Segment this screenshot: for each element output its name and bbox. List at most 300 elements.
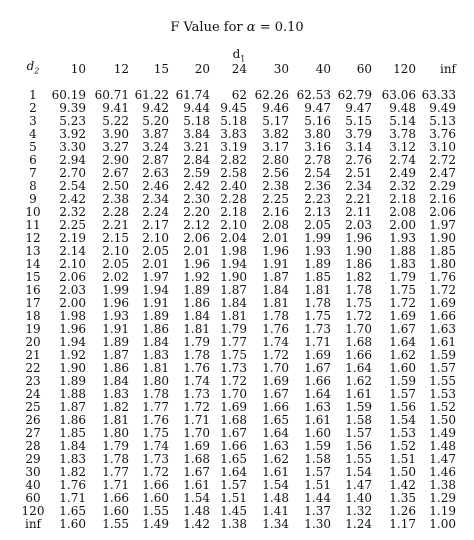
table-cell: 1.55 [102,517,129,531]
table-cell: 1.72 [429,283,456,297]
table-cell: 2.51 [345,166,372,180]
table-cell: 1.94 [142,283,169,297]
table-cell: 1.77 [102,465,129,479]
table-cell: 61.22 [134,88,169,102]
alpha-symbol: α [246,20,256,35]
column-header: 60 [356,61,372,76]
table-cell: 1.72 [220,374,247,388]
table-cell: 1.76 [429,270,456,284]
table-cell: 9.49 [429,101,456,115]
table-cell: 1.82 [345,270,372,284]
table-cell: 2.10 [220,218,247,232]
table-cell: 2.25 [59,218,86,232]
table-cell: 3.24 [142,140,169,154]
table-cell: 1.60 [142,491,169,505]
table-cell: 1.96 [183,257,210,271]
row-label: 60 [25,491,41,505]
table-cell: 3.83 [220,127,247,141]
table-cell: 1.69 [429,296,456,310]
row-label: 5 [29,140,37,154]
table-cell: 1.96 [59,322,86,336]
row-label: inf [24,517,41,531]
table-cell: 1.61 [345,387,372,401]
table-cell: 1.85 [304,270,331,284]
table-cell: 1.81 [304,283,331,297]
table-cell: 1.59 [304,439,331,453]
row-label: 17 [25,296,41,310]
table-cell: 1.91 [142,296,169,310]
table-cell: 2.32 [389,179,416,193]
table-cell: 1.66 [102,491,129,505]
table-cell: 2.17 [142,218,169,232]
table-cell: 1.54 [345,465,372,479]
table-cell: 3.10 [429,140,456,154]
table-cell: 1.78 [142,387,169,401]
table-cell: 2.29 [429,179,456,193]
table-cell: 1.97 [142,270,169,284]
table-cell: 1.55 [429,374,456,388]
table-cell: 1.71 [102,478,129,492]
table-cell: 2.38 [262,179,289,193]
table-cell: 1.65 [59,504,86,518]
table-cell: 1.84 [102,374,129,388]
table-cell: 1.86 [59,413,86,427]
table-cell: 2.08 [262,218,289,232]
row-label: 25 [25,400,41,414]
table-cell: 1.75 [345,296,372,310]
table-cell: 1.55 [142,504,169,518]
table-cell: 1.93 [304,244,331,258]
column-header: 10 [70,61,86,76]
table-cell: 1.34 [262,517,289,531]
table-cell: 1.81 [102,413,129,427]
table-cell: 1.41 [262,504,289,518]
table-cell: 1.57 [345,426,372,440]
table-cell: 1.96 [102,296,129,310]
table-cell: 1.70 [220,387,247,401]
table-cell: 2.76 [345,153,372,167]
table-cell: 62.79 [337,88,372,102]
table-cell: 5.22 [102,114,129,128]
table-cell: 2.14 [59,244,86,258]
row-label: 13 [25,244,41,258]
table-cell: 2.05 [142,244,169,258]
table-cell: 1.62 [389,348,416,362]
table-cell: 1.87 [220,283,247,297]
table-cell: 1.73 [142,452,169,466]
table-cell: 2.34 [345,179,372,193]
table-cell: 1.71 [304,335,331,349]
table-cell: 1.67 [389,322,416,336]
column-header: 30 [273,61,289,76]
table-cell: 61.74 [175,88,210,102]
table-cell: 1.75 [389,283,416,297]
table-cell: 2.30 [183,192,210,206]
table-cell: 1.70 [345,322,372,336]
table-cell: 1.93 [102,309,129,323]
table-cell: 2.05 [304,218,331,232]
table-cell: 1.61 [183,478,210,492]
table-cell: 1.52 [389,439,416,453]
table-cell: 1.84 [183,309,210,323]
table-cell: 1.66 [220,439,247,453]
table-cell: 1.69 [220,400,247,414]
table-cell: 1.90 [429,231,456,245]
table-cell: 1.66 [345,348,372,362]
table-cell: 1.74 [142,439,169,453]
table-cell: 1.57 [429,361,456,375]
table-cell: 1.64 [389,335,416,349]
table-cell: 1.70 [183,426,210,440]
table-cell: 9.48 [389,101,416,115]
table-cell: 1.86 [183,296,210,310]
table-cell: 1.42 [389,478,416,492]
table-cell: 2.74 [389,153,416,167]
table-cell: 2.01 [183,244,210,258]
table-cell: 1.48 [183,504,210,518]
table-cell: 1.90 [220,270,247,284]
table-cell: 1.47 [429,452,456,466]
column-header: 24 [231,61,247,76]
table-cell: 3.92 [59,127,86,141]
table-cell: 2.12 [183,218,210,232]
table-cell: 1.66 [304,374,331,388]
table-cell: 1.84 [262,283,289,297]
table-cell: 2.06 [183,231,210,245]
table-cell: 1.29 [429,491,456,505]
table-cell: 3.87 [142,127,169,141]
table-cell: 1.57 [304,465,331,479]
table-cell: 1.60 [102,504,129,518]
table-cell: 1.76 [262,322,289,336]
table-cell: 1.99 [102,283,129,297]
table-cell: 3.82 [262,127,289,141]
row-label: 7 [29,166,37,180]
table-title: F Value for α = 0.10 [170,20,304,35]
row-label: 3 [29,114,37,128]
table-cell: 1.80 [102,426,129,440]
table-cell: 2.56 [262,166,289,180]
table-cell: 1.67 [262,387,289,401]
table-cell: 1.83 [59,452,86,466]
table-cell: 1.81 [262,296,289,310]
table-cell: 2.03 [345,218,372,232]
table-cell: 1.69 [262,374,289,388]
table-cell: 2.24 [142,205,169,219]
table-cell: 1.74 [183,374,210,388]
table-cell: 1.59 [345,400,372,414]
table-cell: 5.20 [142,114,169,128]
table-cell: 1.98 [220,244,247,258]
table-cell: 63.33 [421,88,456,102]
table-cell: 1.89 [304,257,331,271]
table-cell: 2.82 [220,153,247,167]
row-label: 11 [25,218,41,232]
table-cell: 1.98 [59,309,86,323]
table-cell: 1.84 [142,335,169,349]
table-cell: 3.21 [183,140,210,154]
table-cell: 1.60 [389,361,416,375]
table-cell: 1.58 [345,413,372,427]
table-cell: 1.48 [262,491,289,505]
table-cell: 9.46 [262,101,289,115]
table-cell: 1.54 [389,413,416,427]
table-cell: 1.00 [429,517,456,531]
row-header-label: $d_2$ [26,59,40,76]
table-cell: 1.82 [102,400,129,414]
table-cell: 1.89 [183,283,210,297]
table-cell: 2.54 [304,166,331,180]
table-cell: 2.58 [220,166,247,180]
table-cell: 2.10 [102,244,129,258]
table-cell: 1.81 [142,361,169,375]
table-cell: 1.35 [389,491,416,505]
table-cell: 2.67 [102,166,129,180]
row-label: 27 [25,426,41,440]
row-label: 30 [25,465,41,479]
table-cell: 1.55 [345,452,372,466]
column-header: 120 [393,61,416,76]
table-cell: 1.24 [345,517,372,531]
table-cell: 1.83 [102,387,129,401]
table-cell: 1.51 [220,491,247,505]
table-cell: 2.01 [142,257,169,271]
column-header: 20 [194,61,210,76]
table-cell: 1.38 [220,517,247,531]
table-cell: 2.28 [102,205,129,219]
table-cell: 9.45 [220,101,247,115]
table-cell: 1.85 [59,426,86,440]
table-cell: 1.72 [142,465,169,479]
table-cell: 60.71 [94,88,129,102]
table-cell: 1.42 [183,517,210,531]
table-cell: 1.61 [262,465,289,479]
table-cell: 1.80 [429,257,456,271]
table-cell: 1.87 [59,400,86,414]
table-cell: 1.58 [304,452,331,466]
table-cell: 1.40 [345,491,372,505]
table-cell: 1.66 [429,309,456,323]
table-cell: 3.79 [345,127,372,141]
table-cell: 62 [231,88,247,102]
table-cell: 1.78 [102,452,129,466]
table-cell: 1.65 [220,452,247,466]
table-cell: 1.67 [304,361,331,375]
table-cell: 1.62 [262,452,289,466]
row-label: 22 [25,361,41,375]
table-cell: 1.81 [183,322,210,336]
table-cell: 1.57 [389,387,416,401]
table-cell: 1.51 [389,452,416,466]
table-cell: 1.77 [142,400,169,414]
table-cell: 5.14 [389,114,416,128]
table-cell: 5.13 [429,114,456,128]
table-cell: 9.42 [142,101,169,115]
table-cell: 2.02 [102,270,129,284]
table-cell: 1.30 [304,517,331,531]
header-row [20,60,456,78]
table-cell: 1.60 [304,426,331,440]
table-cell: 1.96 [345,231,372,245]
table-cell: 1.61 [429,335,456,349]
table-cell: 3.84 [183,127,210,141]
table-cell: 3.78 [389,127,416,141]
row-label: 19 [25,322,41,336]
table-cell: 1.17 [389,517,416,531]
table-cell: 1.59 [429,348,456,362]
table-cell: 1.48 [429,439,456,453]
table-cell: 2.36 [304,179,331,193]
table-cell: 1.84 [59,439,86,453]
table-cell: 2.40 [220,179,247,193]
table-cell: 1.61 [304,413,331,427]
column-header: 40 [315,61,331,76]
table-cell: 1.71 [59,491,86,505]
table-cell: 1.84 [220,296,247,310]
table-cell: 2.01 [262,231,289,245]
table-cell: 3.17 [262,140,289,154]
table-cell: 2.18 [220,205,247,219]
table-cell: 2.21 [345,192,372,206]
table-cell: 2.42 [59,192,86,206]
row-label: 6 [29,153,37,167]
table-cell: 1.75 [142,426,169,440]
table-cell: 62.53 [296,88,331,102]
table-cell: 1.63 [304,400,331,414]
table-cell: 2.28 [220,192,247,206]
table-cell: 1.19 [429,504,456,518]
table-cell: 3.12 [389,140,416,154]
table-cell: 1.64 [220,465,247,479]
table-cell: 2.84 [183,153,210,167]
table-cell: 5.23 [59,114,86,128]
table-cell: 3.19 [220,140,247,154]
table-cell: 1.26 [389,504,416,518]
row-label: 23 [25,374,41,388]
table-cell: 2.72 [429,153,456,167]
table-cell: 1.54 [183,491,210,505]
table-cell: 2.20 [183,205,210,219]
table-cell: 1.73 [304,322,331,336]
table-cell: 1.56 [389,400,416,414]
table-cell: 2.50 [102,179,129,193]
row-label: 4 [29,127,37,141]
row-label: 9 [29,192,37,206]
table-cell: 2.06 [59,270,86,284]
table-cell: 2.46 [142,179,169,193]
row-label: 26 [25,413,41,427]
f-value-table [20,60,456,531]
table-cell: 2.06 [429,205,456,219]
table-cell: 1.87 [262,270,289,284]
table-cell: 1.68 [345,335,372,349]
table-cell: 1.46 [429,465,456,479]
table-cell: 1.90 [59,361,86,375]
table-cell: 1.79 [183,335,210,349]
table-cell: 1.76 [59,478,86,492]
table-cell: 2.04 [220,231,247,245]
table-cell: 1.50 [389,465,416,479]
table-cell: 5.15 [345,114,372,128]
table-cell: 1.69 [389,309,416,323]
row-label: 16 [25,283,41,297]
column-header: inf [439,61,456,76]
table-cell: 2.90 [102,153,129,167]
table-cell: 1.53 [429,387,456,401]
table-cell: 1.85 [429,244,456,258]
table-cell: 2.05 [102,257,129,271]
table-cell: 1.67 [220,426,247,440]
row-label: 120 [21,504,45,518]
table-cell: 1.75 [304,309,331,323]
table-cell: 1.91 [262,257,289,271]
table-cell: 1.86 [102,361,129,375]
table-cell: 2.80 [262,153,289,167]
row-label: 21 [25,348,41,362]
table-cell: 1.87 [102,348,129,362]
table-cell: 3.27 [102,140,129,154]
table-cell: 1.64 [345,361,372,375]
row-label: 12 [25,231,41,245]
row-label: 28 [25,439,41,453]
table-cell: 1.49 [429,426,456,440]
table-cell: 1.60 [59,517,86,531]
table-cell: 2.34 [142,192,169,206]
table-cell: 2.38 [102,192,129,206]
table-cell: 2.63 [142,166,169,180]
table-cell: 1.37 [304,504,331,518]
table-cell: 1.78 [345,283,372,297]
table-cell: 1.56 [345,439,372,453]
table-cell: 3.14 [345,140,372,154]
table-cell: 1.92 [59,348,86,362]
table-cell: 1.69 [304,348,331,362]
table-cell: 1.57 [220,478,247,492]
table-cell: 1.73 [183,387,210,401]
table-cell: 1.94 [59,335,86,349]
column-header: 12 [113,61,129,76]
table-cell: 1.82 [59,465,86,479]
table-cell: 5.18 [220,114,247,128]
table-cell: 1.52 [429,400,456,414]
table-cell: 1.94 [220,257,247,271]
table-cell: 1.69 [183,439,210,453]
table-cell: 2.47 [429,166,456,180]
table-cell: 1.44 [304,491,331,505]
table-cell: 2.19 [59,231,86,245]
table-cell: 2.13 [304,205,331,219]
table-cell: 1.51 [304,478,331,492]
table-cell: 1.83 [389,257,416,271]
table-cell: 63.06 [381,88,416,102]
row-label: 10 [25,205,41,219]
table-cell: 1.73 [220,361,247,375]
table-cell: 2.87 [142,153,169,167]
table-cell: 1.83 [142,348,169,362]
row-label: 20 [25,335,41,349]
table-cell: 2.00 [389,218,416,232]
table-cell: 1.93 [389,231,416,245]
table-cell: 1.79 [102,439,129,453]
table-cell: 1.76 [183,361,210,375]
table-cell: 1.80 [142,374,169,388]
table-cell: 2.08 [389,205,416,219]
table-cell: 1.45 [220,504,247,518]
table-cell: 1.86 [345,257,372,271]
table-cell: 1.66 [262,400,289,414]
table-cell: 1.92 [183,270,210,284]
table-cell: 1.63 [262,439,289,453]
